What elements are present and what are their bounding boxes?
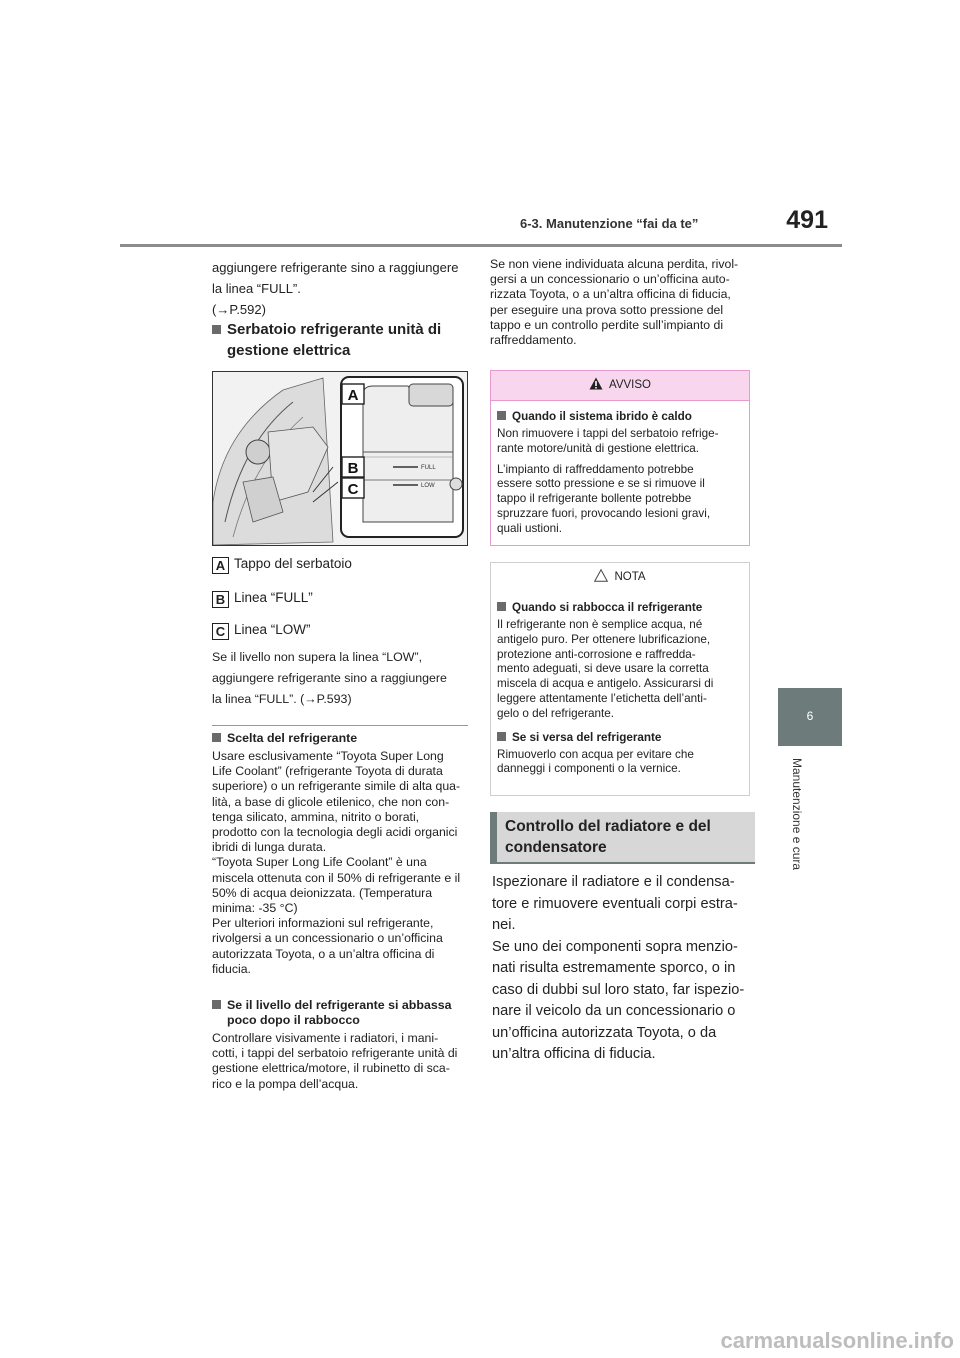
text-line: mento adeguati, si deve usare la corretta bbox=[497, 662, 709, 676]
legend-text: Tappo del serbatoio bbox=[234, 556, 352, 571]
note-header bbox=[491, 563, 749, 592]
section-heading-reservoir bbox=[212, 319, 472, 361]
text-line: un’altra officina di fiducia. bbox=[492, 1046, 656, 1062]
full-mark-label: FULL bbox=[421, 465, 436, 471]
figure-label-c: C bbox=[347, 481, 359, 498]
legend-letter: C bbox=[212, 623, 229, 640]
text-line: cotti, i tappi del serbatoio refrigerante unità di bbox=[212, 1046, 458, 1061]
square-bullet-icon bbox=[497, 732, 506, 741]
right-intro bbox=[490, 257, 752, 348]
note-title: NOTA bbox=[614, 571, 646, 583]
note-level-drop bbox=[212, 998, 472, 1092]
text-line: tenga silicato, ammina, nitrito o borati, bbox=[212, 809, 420, 824]
text-line: superiore) o un refrigerante simile di alta qua- bbox=[212, 779, 461, 794]
text-line: un’officina autorizzata Toyota, o da bbox=[492, 1024, 717, 1041]
text-line: ibridi di lunga durata. bbox=[212, 840, 327, 855]
text-line: Se il livello non supera la linea “LOW”, bbox=[212, 650, 423, 664]
square-bullet-icon bbox=[497, 411, 506, 420]
text-line: Non rimuovere i tappi del serbatoio refrige- bbox=[497, 427, 719, 440]
warning-triangle-icon bbox=[589, 377, 603, 390]
low-mark-label: LOW bbox=[421, 483, 435, 489]
text-line: aggiungere refrigerante sino a raggiungere bbox=[212, 671, 447, 685]
heading-line: Serbatoio refrigerante unità di bbox=[227, 321, 442, 338]
legend-item-a bbox=[212, 556, 466, 574]
figure-label-b: B bbox=[347, 460, 359, 477]
text-line: la linea “FULL”. bbox=[212, 281, 301, 296]
heading-line: Controllo del radiatore e del bbox=[505, 818, 711, 835]
text-line: Life Coolant” (refrigerante Toyota di durata bbox=[212, 764, 443, 779]
engine-bay-figure bbox=[212, 371, 468, 546]
text-line: rante motore/unità di gestione elettrica. bbox=[497, 441, 700, 455]
engine-bay-illustration bbox=[213, 372, 467, 545]
note-heading: Scelta del refrigerante bbox=[227, 731, 358, 745]
text-line: aggiungere refrigerante sino a raggiungere bbox=[212, 260, 459, 275]
text-line: lità, a base di glicole etilenico, che non con- bbox=[212, 794, 450, 809]
text-line: tappo il refrigerante bollente potrebbe bbox=[497, 492, 692, 506]
square-bullet-icon bbox=[212, 733, 221, 742]
text-line: tore e rimuovere eventuali corpi estra- bbox=[492, 895, 738, 912]
note-heading: Quando si rabbocca il refrigerante bbox=[512, 601, 703, 614]
text-line: danneggi i componenti o la vernice. bbox=[497, 762, 681, 776]
chapter-heading: 6-3. Manutenzione “fai da te” bbox=[520, 216, 699, 231]
notes-divider bbox=[212, 725, 468, 726]
text-line: gelo o del refrigerante. bbox=[497, 706, 614, 720]
heading-line: condensatore bbox=[505, 839, 607, 856]
text-line: tappo e un controllo perdite sull’impianto di bbox=[490, 317, 724, 332]
text-line: antigelo puro. Per ottenere lubrificazione, bbox=[497, 632, 711, 646]
radiator-instructions bbox=[492, 872, 762, 1066]
text-line: gersi a un concessionario o un’officina auto- bbox=[490, 272, 730, 287]
watermark: carmanualsonline.info bbox=[720, 1328, 954, 1353]
note-box bbox=[490, 562, 750, 796]
caution-triangle-icon bbox=[594, 569, 608, 582]
text-line: minima: -35 °C) bbox=[212, 901, 298, 916]
text-line: Ispezionare il radiatore e il condensa- bbox=[492, 874, 735, 890]
chapter-tab[interactable]: 6 bbox=[778, 688, 842, 746]
text-line: miscela di acqua e antigelo. Assicurarsi di bbox=[497, 677, 714, 691]
square-bullet-icon bbox=[212, 1000, 221, 1009]
text-line: Per ulteriori informazioni sul refrigerante, bbox=[212, 916, 434, 931]
square-bullet-icon bbox=[497, 602, 506, 611]
warning-box bbox=[490, 370, 750, 546]
text-line: Se uno dei componenti sopra menzio- bbox=[492, 938, 738, 955]
text-line: “Toyota Super Long Life Coolant” è una bbox=[212, 855, 427, 870]
text-line: rizzata Toyota, o a un’altra officina di fiducia, bbox=[490, 287, 731, 302]
legend-text: Linea “FULL” bbox=[234, 590, 313, 605]
text-line: prodotto con la tecnologia degli acidi organici bbox=[212, 825, 458, 840]
text-line: fiducia. bbox=[212, 961, 251, 976]
text-line: nati risulta estremamente sporco, o in bbox=[492, 960, 736, 976]
note-heading: poco dopo il rabbocco bbox=[227, 1013, 360, 1027]
square-bullet-icon bbox=[212, 325, 221, 334]
text-line: Controllare visivamente i radiatori, i mani- bbox=[212, 1031, 439, 1045]
legend-letter: A bbox=[212, 557, 229, 574]
left-intro bbox=[212, 257, 468, 320]
text-line: spruzzare fuori, provocando lesioni gravi, bbox=[497, 506, 711, 520]
legend-item-b bbox=[212, 590, 466, 608]
chapter-tab-label: Manutenzione e cura bbox=[790, 758, 804, 871]
text-line: Rimuoverlo con acqua per evitare che bbox=[497, 747, 694, 761]
warning-title: AVVISO bbox=[609, 379, 651, 391]
text-line: la linea “FULL”. (→P.593) bbox=[212, 692, 352, 706]
text-line: miscela ottenuta con il 50% di refrigerante e il bbox=[212, 870, 461, 885]
heading-line: gestione elettrica bbox=[227, 342, 351, 359]
text-line: nare il veicolo da un concessionario o bbox=[492, 1003, 736, 1019]
page-number: 491 bbox=[786, 206, 828, 234]
text-line: leggere attentamente l’etichetta dell’anti- bbox=[497, 691, 707, 705]
text-line: Usare esclusivamente “Toyota Super Long bbox=[212, 749, 444, 763]
text-line: gestione elettrica/motore, il rubinetto di sca- bbox=[212, 1061, 450, 1076]
note-heading: Se il livello del refrigerante si abbassa bbox=[227, 998, 452, 1012]
text-line: autorizzata Toyota, o a un’altra officina di bbox=[212, 946, 435, 961]
figure-label-a: A bbox=[347, 387, 359, 404]
text-line: protezione anti-corrosione e raffredda- bbox=[497, 647, 696, 661]
text-line: 50% di acqua deionizzata. (Temperatura bbox=[212, 885, 433, 900]
note-coolant-choice bbox=[212, 731, 472, 977]
text-line: quali ustioni. bbox=[497, 521, 562, 535]
text-line: caso di dubbi sul loro stato, far ispezio- bbox=[492, 981, 745, 998]
section-heading-radiator bbox=[490, 812, 755, 864]
warning-heading: Quando il sistema ibrido è caldo bbox=[512, 410, 692, 423]
warning-header bbox=[491, 371, 749, 401]
header-rule bbox=[120, 244, 842, 247]
text-line: raffreddamento. bbox=[490, 333, 577, 348]
legend-item-c bbox=[212, 622, 466, 640]
legend-letter: B bbox=[212, 591, 229, 608]
text-line: rivolgersi a un concessionario o un’officina bbox=[212, 931, 443, 946]
text-line: L’impianto di raffreddamento potrebbe bbox=[497, 462, 694, 476]
text-line: Il refrigerante non è semplice acqua, né bbox=[497, 618, 703, 631]
text-line: Se non viene individuata alcuna perdita, rivol- bbox=[490, 257, 739, 271]
after-legend-text bbox=[212, 647, 468, 710]
text-line: (→P.592) bbox=[212, 302, 266, 317]
note-heading: Se si versa del refrigerante bbox=[512, 730, 662, 744]
text-line: rico e la pompa dell’acqua. bbox=[212, 1076, 359, 1091]
text-line: essere sotto pressione e se si rimuove il bbox=[497, 477, 705, 491]
text-line: per eseguire una prova sotto pressione del bbox=[490, 302, 724, 317]
text-line: nei. bbox=[492, 917, 516, 933]
legend-text: Linea “LOW” bbox=[234, 622, 311, 637]
